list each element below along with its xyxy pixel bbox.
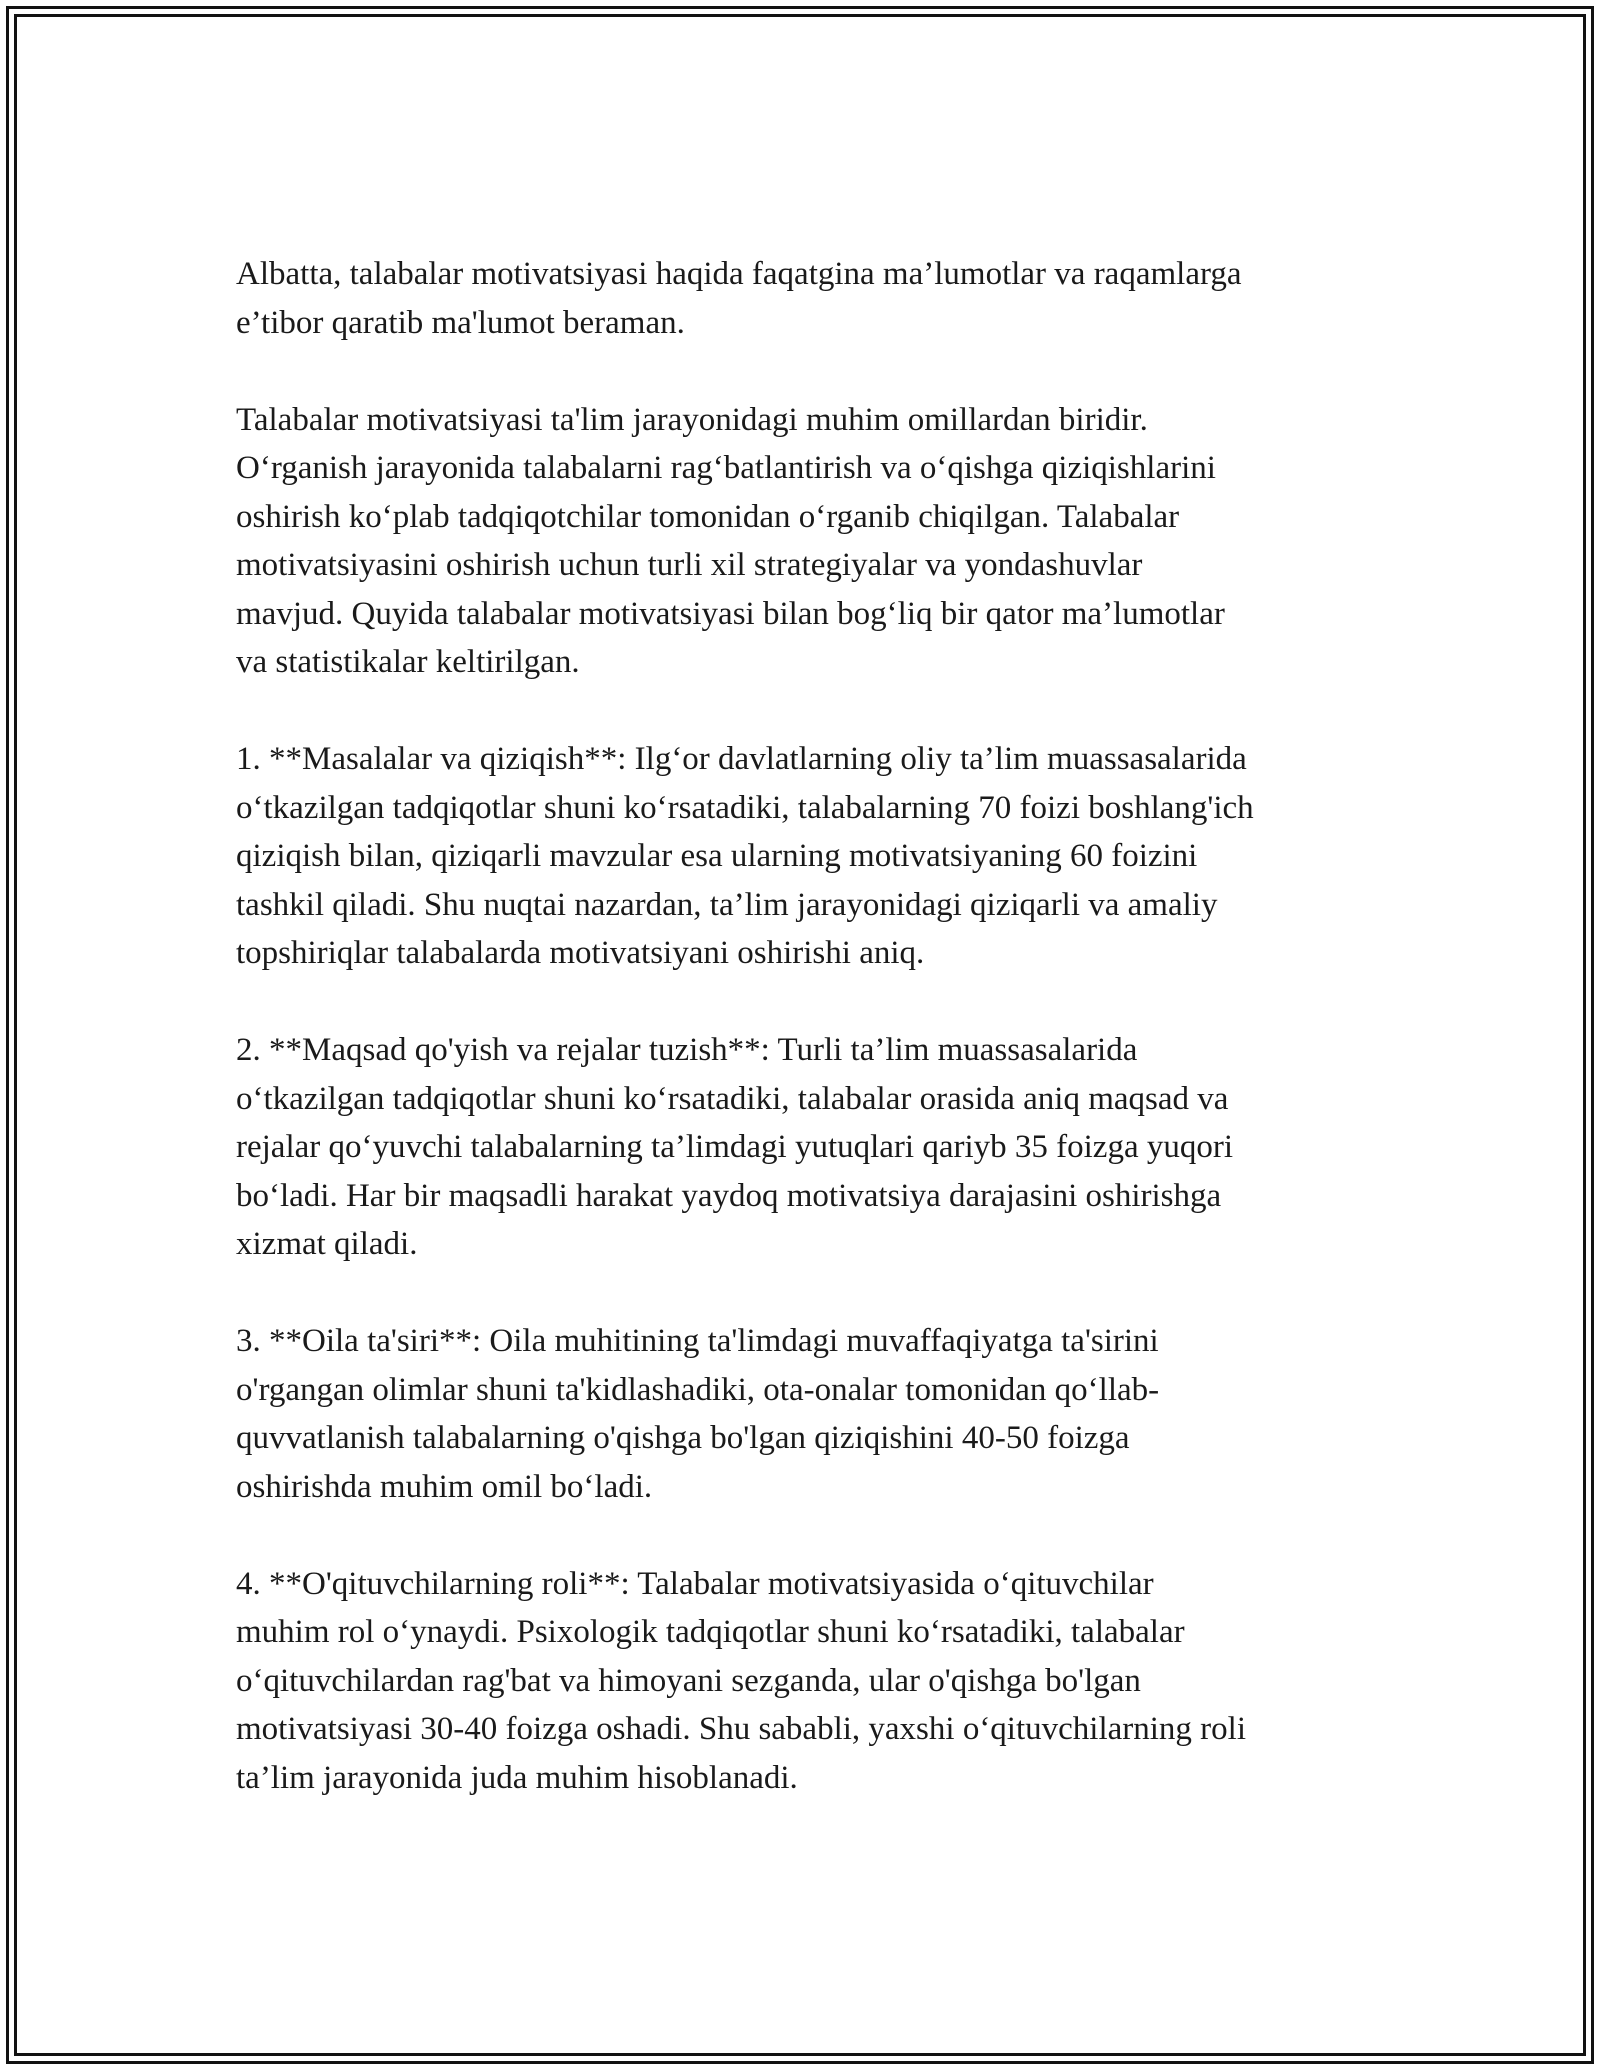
- point-2-paragraph: 2. **Maqsad qo'yish va rejalar tuzish**: Turli ta’lim muassasalarida o‘tkazilgan tadqiqotlar shuni ko‘rsatadiki, talabalar orasida aniq maqsad va rejalar qo‘yuvchi talabalarning ta’limdagi yutuqlari qariyb 35 foizga yuqori bo‘ladi. Har bir maqsadli harakat yaydoq motivatsiya darajasini oshirishga xizmat qiladi.: [236, 1032, 1233, 1262]
- point-1-paragraph: 1. **Masalalar va qiziqish**: Ilg‘or davlatlarning oliy ta’lim muassasalarida o‘tkazilgan tadqiqotlar shuni ko‘rsatadiki, talabalarning 70 foizi boshlang'ich qiziqish bilan, qiziqarli mavzular esa ularning motivatsiyaning 60 foizini tashkil qiladi. Shu nuqtai nazardan, ta’lim jarayonidagi qiziqarli va amaliy topshiriqlar talabalarda motivatsiyani oshirishi aniq.: [236, 741, 1254, 971]
- point-4-paragraph: 4. **O'qituvchilarning roli**: Talabalar motivatsiyasida o‘qituvchilar muhim rol o‘ynaydi. Psixologik tadqiqotlar shuni ko‘rsatadiki, talabalar o‘qituvchilardan rag'bat va himoyani sezganda, ular o'qishga bo'lgan motivatsiyasi 30-40 foizga oshadi. Shu sababli, yaxshi o‘qituvchilarning roli ta’lim jarayonida juda muhim hisoblanadi.: [236, 1565, 1247, 1796]
- intro-paragraph: Albatta, talabalar motivatsiyasi haqida faqatgina ma’lumotlar va raqamlarga e’tibor qaratib ma'lumot beraman.: [236, 256, 1242, 341]
- document-body: [236, 250, 1376, 1851]
- point-3-paragraph: 3. **Oila ta'siri**: Oila muhitining ta'limdagi muvaffaqiyatga ta'sirini o'rgangan olimlar shuni ta'kidlashadiki, ota-onalar tomonidan qo‘llab- quvvatlanish talabalarning o'qishga bo'lgan qiziqishini 40-50 foizga oshirishda muhim omil bo‘ladi.: [236, 1323, 1160, 1505]
- overview-paragraph: Talabalar motivatsiyasi ta'lim jarayonidagi muhim omillardan biridir. O‘rganish jarayonida talabalarni rag‘batlantirish va o‘qishga qiziqishlarini oshirish ko‘plab tadqiqotchilar tomonidan o‘rganib chiqilgan. Talabalar motivatsiyasini oshirish uchun turli xil strategiyalar va yondashuvlar mavjud. Quyida talabalar motivatsiyasi bilan bog‘liq bir qator ma’lumotlar va statistikalar keltirilgan.: [236, 401, 1225, 680]
